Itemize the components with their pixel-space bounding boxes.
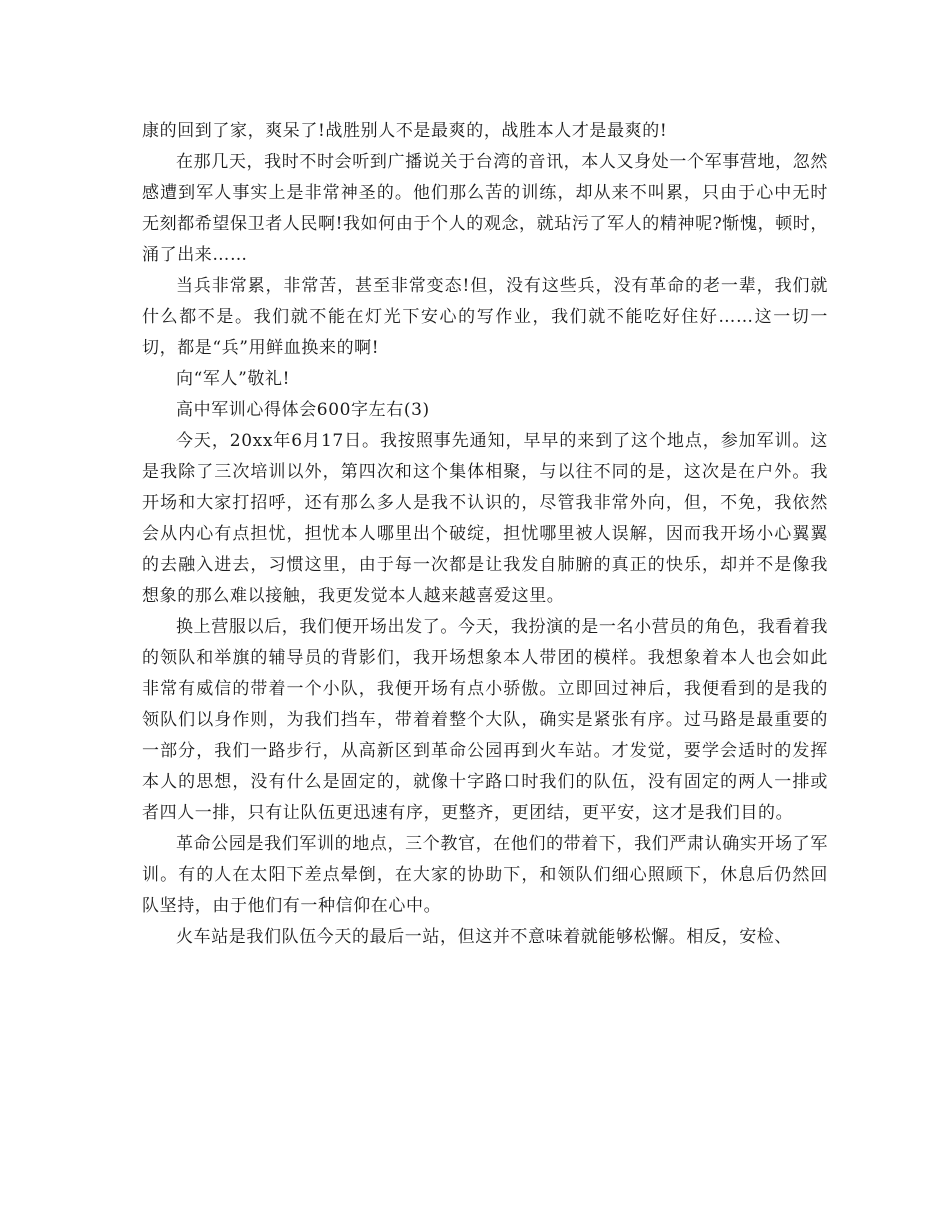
paragraph-continued: 康的回到了家，爽呆了!战胜别人不是最爽的，战胜本人才是最爽的! [142,121,668,141]
paragraph: 革命公园是我们军训的地点，三个教官，在他们的带着下，我们严肃认确实开场了军训。有的人在太阳下差点晕倒，在大家的协助下，和领队们细心照顾下，休息后仍然回队坚持，由于他们有一种信仰在心中。 [142,834,828,916]
section-heading: 高中军训心得体会600字左右(3) [176,400,430,420]
paragraph: 当兵非常累，非常苦，甚至非常变态!但，没有这些兵，没有革命的老一辈，我们就什么都不是。我们就不能在灯光下安心的写作业，我们就不能吃好住好……这一切一切，都是“兵”用鲜血换来的啊! [142,276,828,358]
paragraph: 换上营服以后，我们便开场出发了。今天，我扮演的是一名小营员的角色，我看着我的领队和举旗的辅导员的背影们，我开场想象本人带团的模样。我想象着本人也会如此非常有威信的带着一个小队，我便开场有点小骄傲。立即回过神后，我便看到的是我的领队们以身作则，为我们挡车，带着着整个大队，确实是紧张有序。过马路是最重要的一部分，我们一路步行，从高新区到革命公园再到火车站。才发觉，要学会适时的发挥本人的思想，没有什么是固定的，就像十字路口时我们的队伍，没有固定的两人一排或者四人一排，只有让队伍更迅速有序，更整齐，更团结，更平安，这才是我们目的。 [142,617,828,823]
paragraph: 今天，20xx年6月17日。我按照事先通知，早早的来到了这个地点，参加军训。这是我除了三次培训以外，第四次和这个集体相聚，与以往不同的是，这次是在户外。我开场和大家打招呼，还有那么多人是我不认识的，尽管我非常外向，但，不免，我依然会从内心有点担忧，担忧本人哪里出个破绽，担忧哪里被人误解，因而我开场小心翼翼的去融入进去，习惯这里，由于每一次都是让我发自肺腑的真正的快乐，却并不是像我想象的那么难以接触，我更发觉本人越来越喜爱这里。 [142,431,828,606]
document-body [142,116,828,953]
paragraph: 向“军人”敬礼! [176,369,291,389]
paragraph: 在那几天，我时不时会听到广播说关于台湾的音讯，本人又身处一个军事营地，忽然感遭到军人事实上是非常神圣的。他们那么苦的训练，却从来不叫累，只由于心中无时无刻都希望保卫者人民啊!我如何由于个人的观念，就玷污了军人的精神呢?惭愧，顿时，涌了出来…… [142,152,828,265]
paragraph: 火车站是我们队伍今天的最后一站，但这并不意味着就能够松懈。相反，安检、 [176,927,792,947]
